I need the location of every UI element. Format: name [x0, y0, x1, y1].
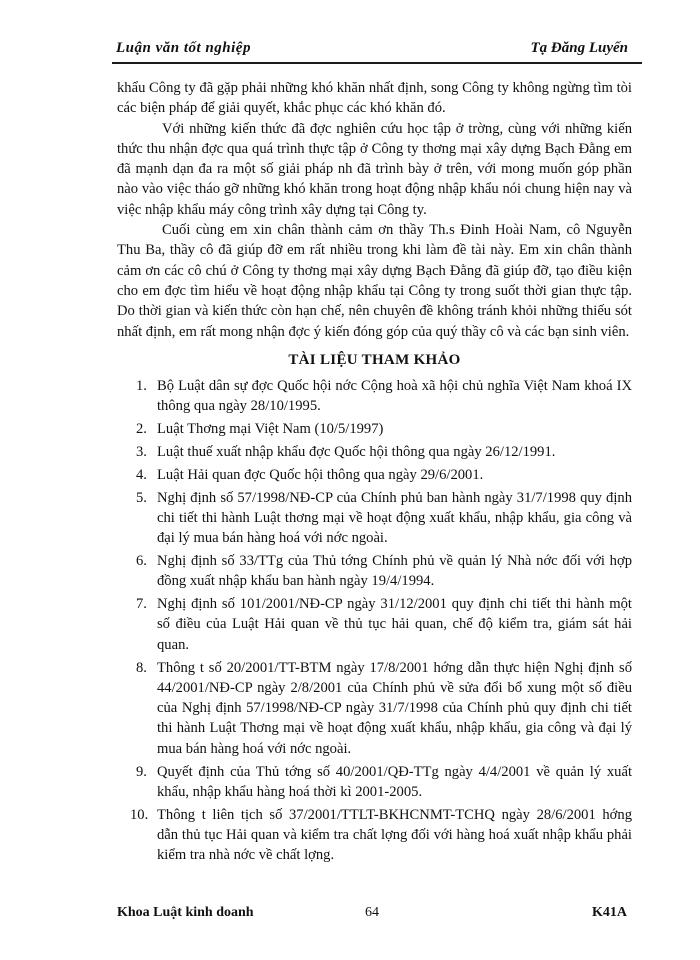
reference-item — [117, 419, 632, 439]
reference-text: Nghị định số 101/2001/NĐ-CP ngày 31/12/2001 quy định chi tiết thi hành một số điều của Luật Hải quan về thủ tục hải quan, chế độ kiểm tra, giám sát hải quan. — [157, 596, 632, 653]
reference-number: 9. — [136, 763, 147, 780]
reference-number: 1. — [136, 378, 147, 395]
reference-number: 4. — [136, 466, 147, 483]
reference-text: Thông t số 20/2001/TT-BTM ngày 17/8/2001 hớng dẫn thực hiện Nghị định số 44/2001/NĐ-CP ngày 2/8/2001 của Chính phủ về sửa đổi bổ xung một số điều của Nghị định 57/1998/NĐ-CP ngày 31/7/1998 của Chính phủ quy định chi tiết thi hành Luật Thơng mại về hoạt động xuất khẩu, nhập khẩu, gia công và đại lý mua bán hàng hoá với nớc ngoài. — [157, 659, 632, 757]
reference-text: Luật Thơng mại Việt Nam (10/5/1997) — [157, 421, 384, 438]
reference-item — [117, 551, 632, 592]
references-heading: TÀI LIỆU THAM KHẢO — [288, 351, 461, 368]
reference-text: Nghị định số 33/TTg của Thủ tớng Chính phủ về quản lý Nhà nớc đối với hợp đồng xuất nhập khẩu ban hành ngày 19/4/1994. — [157, 553, 632, 590]
reference-text: Luật Hải quan đợc Quốc hội thông qua ngày 29/6/2001. — [157, 466, 484, 483]
reference-text: Luật thuế xuất nhập khẩu đợc Quốc hội thông qua ngày 26/12/1991. — [157, 444, 556, 461]
reference-number: 6. — [136, 553, 147, 570]
reference-number: 3. — [136, 444, 147, 461]
paragraph-knowledge: Với những kiến thức đã đợc nghiên cứu học tập ở trờng, cùng với những kiến thức thu nhận đợc qua quá trình thực tập ở Công ty thơng mại xây dựng Bạch Đằng em đã mạnh dạn đa ra một số giải pháp nh đã trình bày ở trên, với mong muốn góp phần nào vào việc tháo gỡ những khó khăn trong hoạt động nhập khẩu nói chung hiện nay và việc nhập khẩu máy công trình xây dựng tại Công ty. — [117, 120, 632, 218]
reference-text: Bộ Luật dân sự đợc Quốc hội nớc Cộng hoà xã hội chủ nghĩa Việt Nam khoá IX thông qua ngày 28/10/1995. — [157, 378, 632, 415]
reference-item — [117, 376, 632, 417]
footer-faculty: Khoa Luật kinh doanh — [117, 905, 254, 920]
footer-class-code: K41A — [592, 905, 627, 920]
document-body — [117, 78, 632, 868]
reference-item — [117, 805, 632, 866]
page-footer — [117, 905, 637, 925]
reference-item — [117, 465, 632, 485]
reference-number: 2. — [136, 421, 147, 438]
reference-text: Nghị định số 57/1998/NĐ-CP của Chính phủ ban hành ngày 31/7/1998 quy định chi tiết thi hành Luật thơng mại về hoạt động xuất khẩu, nhập khẩu, gia công và đại lý mua bán hàng hoá với nớc ngoài. — [157, 489, 632, 547]
reference-item — [117, 442, 632, 462]
reference-number: 5. — [136, 489, 147, 506]
reference-number: 7. — [136, 596, 147, 613]
reference-text: Quyết định của Thủ tớng số 40/2001/QĐ-TTg ngày 4/4/2001 về quản lý xuất khẩu, nhập khẩu hàng hoá thời kì 2001-2005. — [157, 763, 632, 800]
reference-item — [117, 762, 632, 803]
reference-item — [117, 594, 632, 655]
header-thesis-title: Luận văn tốt nghiệp — [116, 40, 251, 56]
reference-number: 10. — [130, 806, 149, 823]
references-list — [117, 376, 632, 865]
page-header — [112, 38, 642, 64]
reference-number: 8. — [136, 659, 147, 676]
header-author-name: Tạ Đăng Luyến — [530, 40, 628, 56]
reference-text: Thông t liên tịch số 37/2001/TTLT-BKHCNMT-TCHQ ngày 28/6/2001 hớng dẫn thủ tục Hải quan và kiểm tra chất lợng đối với hàng hoá xuất nhập khẩu phải kiểm tra nhà nớc về chất lợng. — [157, 806, 632, 864]
reference-item — [117, 488, 632, 549]
reference-item — [117, 658, 632, 759]
paragraph-continuation: khẩu Công ty đã gặp phải những khó khăn nhất định, song Công ty không ngừng tìm tòi các biện pháp để giải quyết, khắc phục các khó khăn đó. — [117, 80, 632, 117]
page-number: 64 — [365, 905, 379, 920]
paragraph-acknowledgement: Cuối cùng em xin chân thành cảm ơn thầy Th.s Đinh Hoài Nam, cô Nguyễn Thu Ba, thầy cô đã giúp đỡ em rất nhiều trong khi làm đề tài này. Em xin chân thành cảm ơn các cô chú ở Công ty thơng mại xây dựng Bạch Đằng đã giúp đỡ, tạo điều kiện cho em đợc tìm hiểu về hoạt động nhập khẩu tại Công ty trong suốt thời gian thực tập. Do thời gian và kiến thức còn hạn chế, nên chuyên đề không tránh khỏi những thiếu sót nhất định, em rất mong nhận đợc ý kiến đóng góp của quý thầy cô và các bạn sinh viên. — [117, 222, 632, 340]
